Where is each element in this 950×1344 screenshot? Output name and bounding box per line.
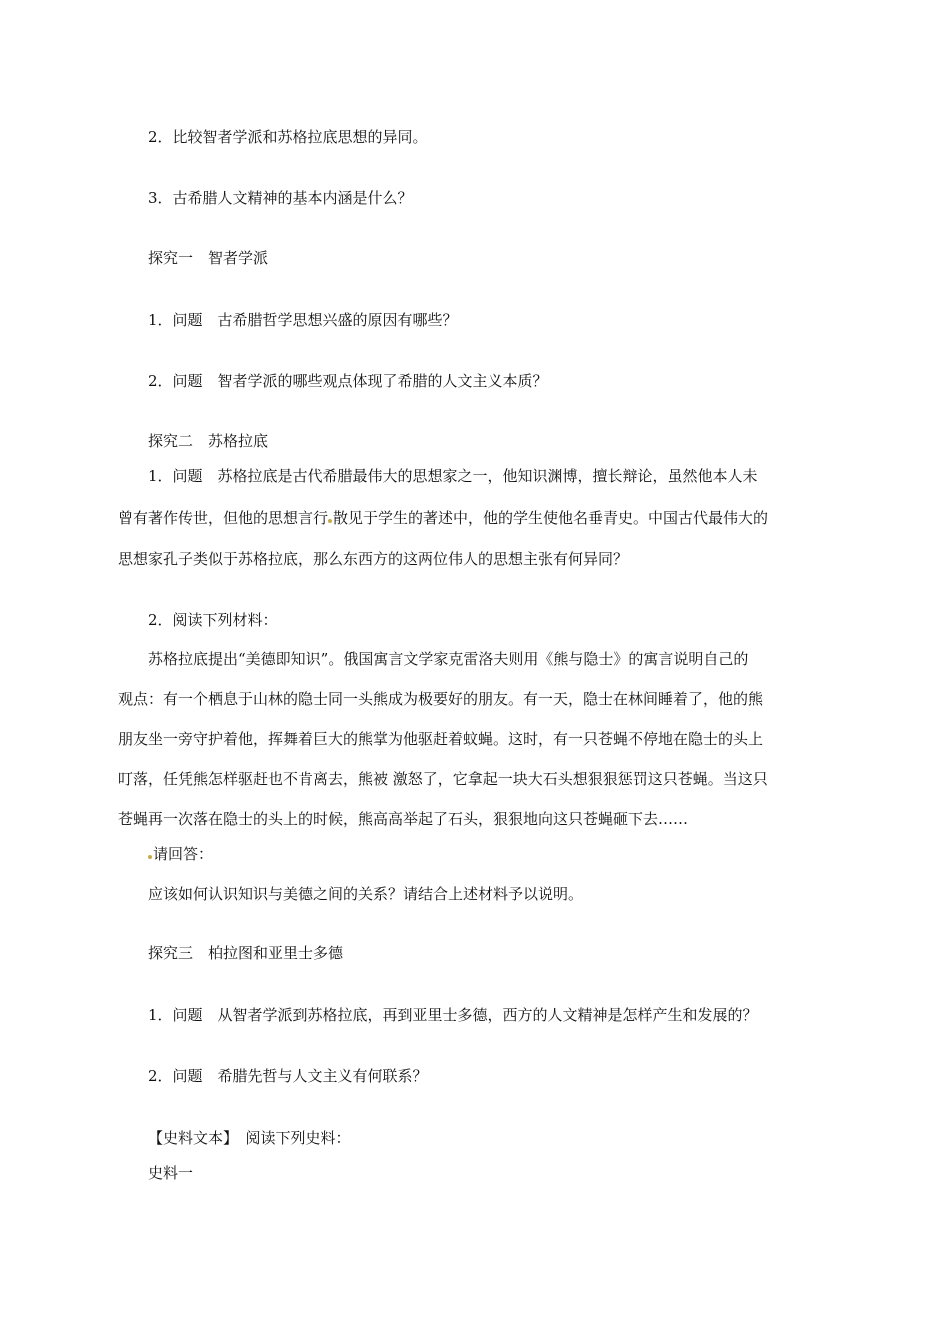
inquiry-1-item-2: 2．问题 智者学派的哪些观点体现了希腊的人文主义本质？ [148,372,548,390]
inquiry-3-item-2: 2．问题 希腊先哲与人文主义有何联系？ [148,1067,428,1085]
inquiry-3-item-1: 1．问题 从智者学派到苏格拉底，再到亚里士多德，西方的人文精神是怎样产生和发展的？ [148,1006,758,1024]
inquiry-2-item-2: 2．阅读下列材料： [148,611,278,629]
inquiry-1-title: 探究一 智者学派 [148,249,269,267]
inquiry-2-item-1-line-3: 思想家孔子类似于苏格拉底，那么东西方的这两位伟人的思想主张有何异同？ [118,550,629,568]
margin-dot [148,855,152,859]
material-line-3: 朋友坐一旁守护着他，挥舞着巨大的熊掌为他驱赶着蚊蝇。这时，有一只苍蝇不停地在隐士的头上 [118,730,764,748]
text-fragment: 曾有著作传世，但他的思想言行 [118,509,329,527]
inquiry-1-item-1: 1．问题 古希腊哲学思想兴盛的原因有哪些？ [148,311,458,329]
inquiry-2-item-1-line-2 [118,508,768,528]
source-item-1: 史料一 [148,1164,194,1182]
text-fragment: 散见于学生的著述中，他的学生使他名垂青史。中国古代最伟大的 [333,509,769,527]
material-line-2: 观点：有一个栖息于山林的隐士同一头熊成为极要好的朋友。有一天，隐士在林间睡着了，他的熊 [118,690,764,708]
material-line-5: 苍蝇再一次落在隐士的头上的时候，熊高高举起了石头，狠狠地向这只苍蝇砸下去…… [118,810,689,828]
answer-question: 应该如何认识知识与美德之间的关系？请结合上述材料予以说明。 [148,885,584,903]
answer-prompt [148,844,213,864]
answer-prompt-text: 请回答： [153,845,214,863]
material-line-1: 苏格拉底提出“美德即知识”。俄国寓言文学家克雷洛夫则用《熊与隐士》的寓言说明自己的 [148,650,749,668]
inquiry-2-title: 探究二 苏格拉底 [148,432,269,450]
margin-dot [328,519,332,523]
material-line-4: 叮落，任凭熊怎样驱赶也不肯离去，熊被 激怒了，它拿起一块大石头想狠狠惩罚这只苍蝇。当这只 [118,770,768,788]
inquiry-2-item-1-line-1: 1．问题 苏格拉底是古代希腊最伟大的思想家之一，他知识渊博，擅长辩论，虽然他本人未 [148,467,758,485]
question-2: 2．比较智者学派和苏格拉底思想的异同。 [148,128,428,146]
question-3: 3．古希腊人文精神的基本内涵是什么？ [148,189,413,207]
inquiry-3-title: 探究三 柏拉图和亚里士多德 [148,944,344,962]
source-heading: 【史料文本】 阅读下列史料： [148,1129,351,1147]
